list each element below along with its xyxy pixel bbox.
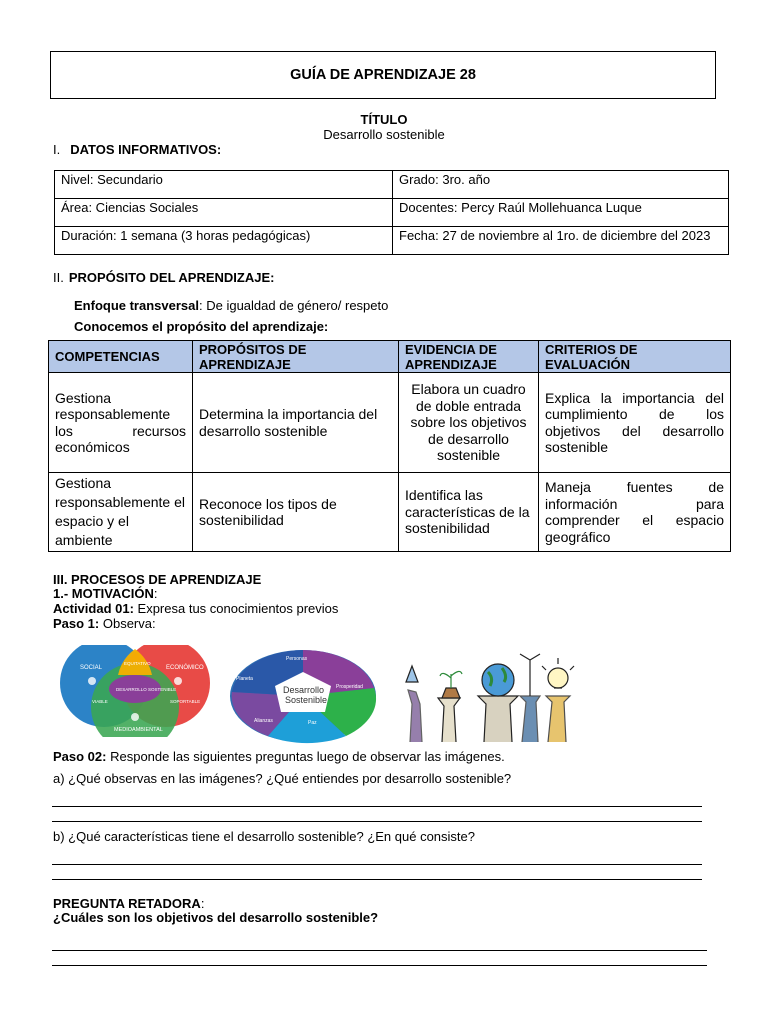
answer-line[interactable]	[52, 821, 702, 822]
answer-line[interactable]	[52, 879, 702, 880]
section-3-heading: III. PROCESOS DE APRENDIZAJE	[53, 572, 262, 587]
answer-line[interactable]	[52, 965, 707, 966]
section-1-heading: I. DATOS INFORMATIVOS:	[53, 142, 222, 157]
pregunta-retadora-question: ¿Cuáles son los objetivos del desarrollo sostenible?	[53, 910, 379, 925]
wheel-center-label-1: Desarrollo	[283, 685, 325, 695]
info-grado: Grado: 3ro. año	[393, 171, 729, 199]
motivacion-heading: 1.- MOTIVACIÓN:	[53, 586, 158, 601]
paso-1: Paso 1: Observa:	[53, 616, 156, 631]
guide-title: GUÍA DE APRENDIZAJE 28	[50, 51, 716, 99]
wheel-prosperidad-label: Prosperidad	[336, 684, 363, 690]
venn-center-label: DESARROLLO SOSTENIBLE	[116, 687, 177, 692]
actividad-01: Actividad 01: Expresa tus conocimientos previos	[53, 601, 339, 616]
cell-proposito: Determina la importancia del desarrollo sostenible	[193, 373, 399, 473]
answer-line[interactable]	[52, 806, 702, 807]
info-duracion: Duración: 1 semana (3 horas pedagógicas)	[55, 227, 393, 255]
question-b: b) ¿Qué características tiene el desarrollo sostenible? ¿En qué consiste?	[53, 829, 475, 844]
info-area: Área: Ciencias Sociales	[55, 199, 393, 227]
plant-pot-icon	[442, 688, 460, 698]
coin-icon	[174, 677, 182, 685]
table-row	[55, 171, 729, 199]
venn-ambiental-label: MEDIOAMBIENTAL	[114, 727, 163, 733]
answer-line[interactable]	[52, 950, 707, 951]
enfoque-transversal: Enfoque transversal: De igualdad de género/ respeto	[74, 298, 389, 313]
hand-2	[438, 698, 460, 742]
leaf-icon	[131, 713, 139, 721]
wheel-paz-label: Paz	[308, 720, 317, 726]
wheel-planeta-label: Planeta	[236, 676, 253, 682]
venn-diagram-image	[52, 645, 214, 737]
cell-proposito: Reconoce los tipos de sostenibilidad	[193, 473, 399, 552]
wheel-center-label-2: Sostenible	[285, 695, 328, 705]
hand-5	[546, 696, 570, 742]
table-row	[49, 473, 731, 552]
venn-social-label: SOCIAL	[80, 665, 103, 671]
titulo-label: TÍTULO	[360, 112, 408, 127]
paso-02: Paso 02: Responde las siguientes preguntas luego de observar las imágenes.	[53, 749, 505, 764]
conocemos-label: Conocemos el propósito del aprendizaje:	[74, 319, 329, 334]
header-competencias: COMPETENCIAS	[49, 341, 193, 373]
cell-criterio: Explica la importancia del cumplimiento de los objetivos del desarrollo sostenible	[539, 373, 731, 473]
hands-illustration-image	[402, 652, 584, 742]
competencias-table	[48, 340, 731, 552]
titulo-value: Desarrollo sostenible	[323, 127, 445, 142]
cell-evidencia: Identifica las características de la sostenibilidad	[399, 473, 539, 552]
hand-4	[520, 696, 540, 742]
wind-turbine-icon	[520, 654, 540, 696]
answer-line[interactable]	[52, 864, 702, 865]
section-2-heading: II. PROPÓSITO DEL APRENDIZAJE:	[53, 270, 275, 285]
table-row	[49, 373, 731, 473]
venn-equitativo-label: EQUITATIVO	[124, 661, 151, 666]
info-fecha: Fecha: 27 de noviembre al 1ro. de diciembre del 2023	[393, 227, 729, 255]
wheel-personas-label: Personas	[286, 656, 308, 662]
header-evidencia: EVIDENCIA DE APRENDIZAJE	[399, 341, 539, 373]
venn-viable-label: VIABLE	[92, 699, 108, 704]
cell-criterio: Maneja fuentes de información para comprender el espacio geográfico	[539, 473, 731, 552]
wheel-diagram-image	[228, 648, 378, 744]
table-row	[55, 227, 729, 255]
lightbulb-icon	[548, 668, 568, 688]
globe-icon	[482, 664, 514, 696]
paintbrush-icon	[406, 666, 418, 682]
people-icon	[88, 677, 96, 685]
header-criterios: CRITERIOS DE EVALUACIÓN	[539, 341, 731, 373]
pregunta-retadora-label: PREGUNTA RETADORA:	[53, 896, 205, 911]
venn-economico-label: ECONÓMICO	[166, 665, 204, 671]
info-table	[54, 170, 729, 255]
wheel-alianzas-label: Alianzas	[254, 718, 273, 724]
hand-1	[408, 690, 422, 742]
info-docentes: Docentes: Percy Raúl Mollehuanca Luque	[393, 199, 729, 227]
table-row	[55, 199, 729, 227]
question-a: a) ¿Qué observas en las imágenes? ¿Qué entiendes por desarrollo sostenible?	[53, 771, 512, 786]
table-header-row	[49, 341, 731, 373]
cell-evidencia: Elabora un cuadro de doble entrada sobre los objetivos de desarrollo sostenible	[399, 373, 539, 473]
venn-soportable-label: SOPORTABLE	[170, 699, 201, 704]
cell-competencia: Gestiona responsablemente los recursos económicos	[49, 373, 193, 473]
header-propositos: PROPÓSITOS DE APRENDIZAJE	[193, 341, 399, 373]
hand-3	[478, 696, 518, 742]
cell-competencia: Gestiona responsablemente el espacio y el ambiente	[49, 473, 193, 552]
sprout-icon	[440, 671, 462, 688]
info-nivel: Nivel: Secundario	[55, 171, 393, 199]
